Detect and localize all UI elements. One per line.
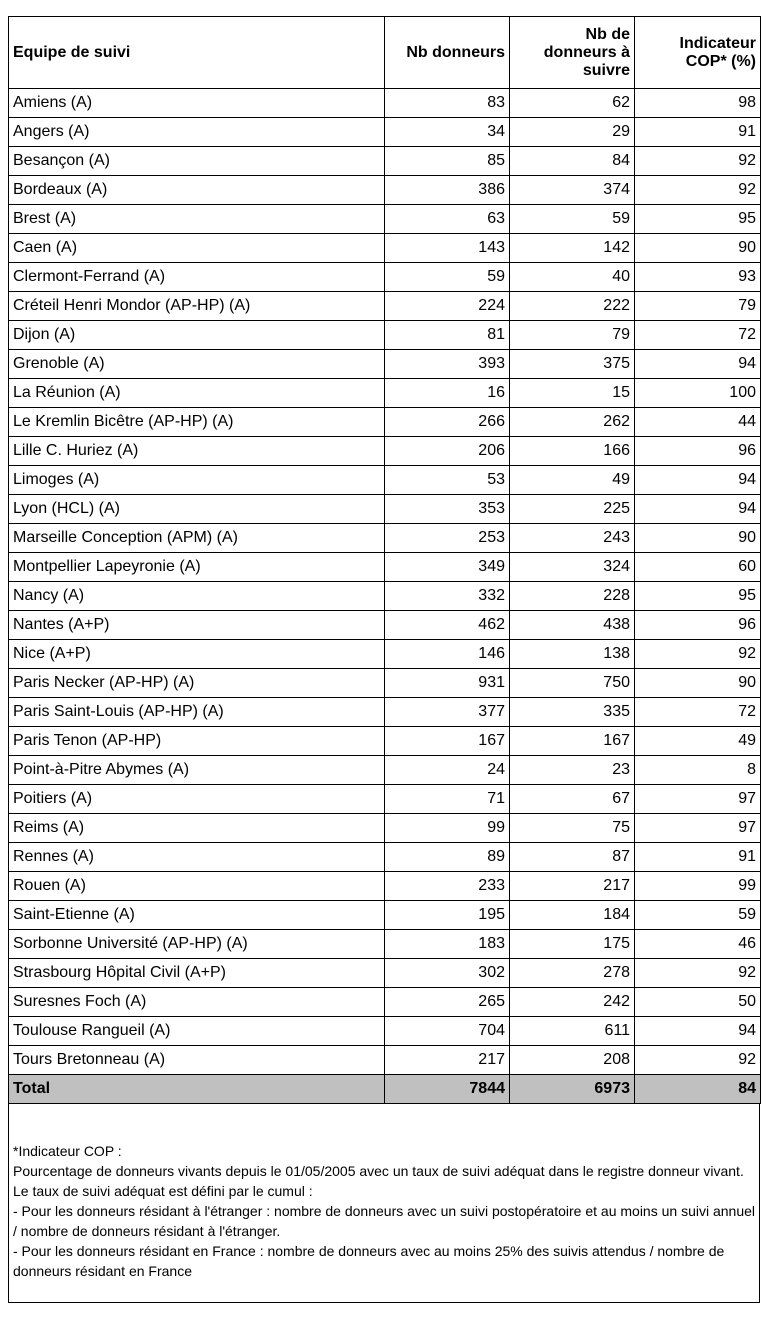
cell-equipe[interactable]: Paris Tenon (AP-HP) <box>9 727 385 756</box>
cell-indicateur[interactable]: 98 <box>635 89 761 118</box>
cell-nb-donneurs[interactable]: 59 <box>385 263 510 292</box>
cell-nb-a-suivre[interactable]: 75 <box>510 814 635 843</box>
cell-nb-donneurs[interactable]: 462 <box>385 611 510 640</box>
table-row <box>9 843 761 872</box>
cell-nb-donneurs[interactable]: 931 <box>385 669 510 698</box>
cell-equipe[interactable]: Marseille Conception (APM) (A) <box>9 524 385 553</box>
cell-nb-a-suivre[interactable]: 750 <box>510 669 635 698</box>
table-row <box>9 118 761 147</box>
cell-equipe[interactable]: Saint-Etienne (A) <box>9 901 385 930</box>
cell-equipe[interactable]: Le Kremlin Bicêtre (AP-HP) (A) <box>9 408 385 437</box>
cell-nb-donneurs[interactable]: 253 <box>385 524 510 553</box>
cell-equipe[interactable]: Créteil Henri Mondor (AP-HP) (A) <box>9 292 385 321</box>
cell-indicateur[interactable]: 50 <box>635 988 761 1017</box>
cell-equipe[interactable]: Angers (A) <box>9 118 385 147</box>
cell-nb-a-suivre[interactable]: 335 <box>510 698 635 727</box>
table-row <box>9 988 761 1017</box>
cell-equipe[interactable]: La Réunion (A) <box>9 379 385 408</box>
cell-nb-a-suivre[interactable]: 262 <box>510 408 635 437</box>
cell-nb-a-suivre[interactable]: 166 <box>510 437 635 466</box>
table-row <box>9 176 761 205</box>
table-row <box>9 1046 761 1075</box>
cell-equipe[interactable]: Reims (A) <box>9 814 385 843</box>
cell-indicateur[interactable]: 94 <box>635 495 761 524</box>
cell-nb-donneurs[interactable]: 63 <box>385 205 510 234</box>
cell-indicateur[interactable]: 93 <box>635 263 761 292</box>
cell-nb-a-suivre[interactable]: 438 <box>510 611 635 640</box>
cell-nb-donneurs[interactable]: 99 <box>385 814 510 843</box>
cell-nb-donneurs[interactable]: 349 <box>385 553 510 582</box>
cell-nb-donneurs[interactable]: 386 <box>385 176 510 205</box>
cell-nb-a-suivre[interactable]: 242 <box>510 988 635 1017</box>
table-row <box>9 1017 761 1046</box>
table-row <box>9 350 761 379</box>
cell-nb-a-suivre[interactable]: 59 <box>510 205 635 234</box>
cell-equipe[interactable]: Nantes (A+P) <box>9 611 385 640</box>
cell-equipe[interactable]: Strasbourg Hôpital Civil (A+P) <box>9 959 385 988</box>
cell-nb-a-suivre[interactable]: 15 <box>510 379 635 408</box>
table-row <box>9 553 761 582</box>
cell-nb-donneurs[interactable]: 34 <box>385 118 510 147</box>
header-nb-donneurs[interactable]: Nb donneurs <box>385 17 510 89</box>
cell-indicateur[interactable]: 96 <box>635 437 761 466</box>
table-row <box>9 698 761 727</box>
cell-indicateur[interactable]: 92 <box>635 640 761 669</box>
table-row <box>9 611 761 640</box>
cell-nb-donneurs[interactable]: 85 <box>385 147 510 176</box>
cell-equipe[interactable]: Paris Saint-Louis (AP-HP) (A) <box>9 698 385 727</box>
cell-equipe[interactable]: Rennes (A) <box>9 843 385 872</box>
cell-nb-donneurs[interactable]: 266 <box>385 408 510 437</box>
cell-nb-a-suivre[interactable]: 167 <box>510 727 635 756</box>
cell-nb-a-suivre[interactable]: 23 <box>510 756 635 785</box>
table-row <box>9 930 761 959</box>
cell-indicateur[interactable]: 92 <box>635 959 761 988</box>
cell-indicateur[interactable]: 91 <box>635 118 761 147</box>
total-nb-a-suivre[interactable]: 6973 <box>510 1075 635 1104</box>
cell-equipe[interactable]: Paris Necker (AP-HP) (A) <box>9 669 385 698</box>
cell-equipe[interactable]: Bordeaux (A) <box>9 176 385 205</box>
table-row <box>9 524 761 553</box>
cell-indicateur[interactable]: 99 <box>635 872 761 901</box>
table-row <box>9 756 761 785</box>
header-nb-a-suivre[interactable]: Nb de donneurs à suivre <box>510 17 635 89</box>
cell-nb-a-suivre[interactable]: 324 <box>510 553 635 582</box>
cell-nb-donneurs[interactable]: 81 <box>385 321 510 350</box>
cell-equipe[interactable]: Limoges (A) <box>9 466 385 495</box>
cell-nb-donneurs[interactable]: 71 <box>385 785 510 814</box>
cell-nb-donneurs[interactable]: 195 <box>385 901 510 930</box>
cell-nb-a-suivre[interactable]: 79 <box>510 321 635 350</box>
cell-indicateur[interactable]: 95 <box>635 582 761 611</box>
cell-indicateur[interactable]: 92 <box>635 1046 761 1075</box>
total-nb-donneurs[interactable]: 7844 <box>385 1075 510 1104</box>
table-row <box>9 727 761 756</box>
cell-nb-donneurs[interactable]: 265 <box>385 988 510 1017</box>
cell-indicateur[interactable]: 100 <box>635 379 761 408</box>
cell-indicateur[interactable]: 49 <box>635 727 761 756</box>
header-equipe[interactable]: Equipe de suivi <box>9 17 385 89</box>
cell-equipe[interactable]: Brest (A) <box>9 205 385 234</box>
cell-nb-donneurs[interactable]: 183 <box>385 930 510 959</box>
total-row <box>9 1075 761 1104</box>
cell-nb-a-suivre[interactable]: 29 <box>510 118 635 147</box>
cell-indicateur[interactable]: 59 <box>635 901 761 930</box>
cell-indicateur[interactable]: 91 <box>635 843 761 872</box>
footnote-cell[interactable] <box>8 1104 760 1303</box>
table-row <box>9 437 761 466</box>
cell-nb-donneurs[interactable]: 83 <box>385 89 510 118</box>
cell-nb-a-suivre[interactable]: 208 <box>510 1046 635 1075</box>
total-label[interactable]: Total <box>9 1075 385 1104</box>
header-indicateur[interactable]: Indicateur COP* (%) <box>635 17 761 89</box>
table-row <box>9 495 761 524</box>
cell-nb-a-suivre[interactable]: 49 <box>510 466 635 495</box>
cell-nb-a-suivre[interactable]: 84 <box>510 147 635 176</box>
cell-nb-a-suivre[interactable]: 611 <box>510 1017 635 1046</box>
cell-nb-a-suivre[interactable]: 278 <box>510 959 635 988</box>
cell-nb-a-suivre[interactable]: 375 <box>510 350 635 379</box>
footnote-title: *Indicateur COP : <box>13 1143 122 1159</box>
cell-indicateur[interactable]: 94 <box>635 1017 761 1046</box>
cell-nb-donneurs[interactable]: 332 <box>385 582 510 611</box>
table-row <box>9 263 761 292</box>
cell-nb-a-suivre[interactable]: 138 <box>510 640 635 669</box>
cell-equipe[interactable]: Sorbonne Université (AP-HP) (A) <box>9 930 385 959</box>
table-row <box>9 292 761 321</box>
cell-indicateur[interactable]: 8 <box>635 756 761 785</box>
cell-nb-donneurs[interactable]: 167 <box>385 727 510 756</box>
cell-equipe[interactable]: Nice (A+P) <box>9 640 385 669</box>
cell-indicateur[interactable]: 92 <box>635 147 761 176</box>
cell-indicateur[interactable]: 90 <box>635 524 761 553</box>
cell-equipe[interactable]: Tours Bretonneau (A) <box>9 1046 385 1075</box>
cell-nb-donneurs[interactable]: 233 <box>385 872 510 901</box>
cell-nb-donneurs[interactable]: 704 <box>385 1017 510 1046</box>
cell-nb-a-suivre[interactable]: 222 <box>510 292 635 321</box>
cell-indicateur[interactable]: 60 <box>635 553 761 582</box>
table-row <box>9 669 761 698</box>
table-row <box>9 872 761 901</box>
cell-indicateur[interactable]: 94 <box>635 350 761 379</box>
cell-indicateur[interactable]: 90 <box>635 669 761 698</box>
cell-equipe[interactable]: Nancy (A) <box>9 582 385 611</box>
cell-indicateur[interactable]: 72 <box>635 321 761 350</box>
table-row <box>9 205 761 234</box>
cell-nb-donneurs[interactable]: 353 <box>385 495 510 524</box>
cell-equipe[interactable]: Rouen (A) <box>9 872 385 901</box>
cell-nb-a-suivre[interactable]: 175 <box>510 930 635 959</box>
cell-equipe[interactable]: Caen (A) <box>9 234 385 263</box>
total-indicateur[interactable]: 84 <box>635 1075 761 1104</box>
cell-equipe[interactable]: Poitiers (A) <box>9 785 385 814</box>
cell-indicateur[interactable]: 92 <box>635 176 761 205</box>
table-row <box>9 321 761 350</box>
cell-nb-a-suivre[interactable]: 184 <box>510 901 635 930</box>
cell-indicateur[interactable]: 97 <box>635 785 761 814</box>
cell-indicateur[interactable]: 96 <box>635 611 761 640</box>
cell-equipe[interactable]: Point-à-Pitre Abymes (A) <box>9 756 385 785</box>
cell-nb-a-suivre[interactable]: 243 <box>510 524 635 553</box>
cell-indicateur[interactable]: 72 <box>635 698 761 727</box>
table-row <box>9 785 761 814</box>
cell-indicateur[interactable]: 46 <box>635 930 761 959</box>
footnote-definition: Pourcentage de donneurs vivants depuis le 01/05/2005 avec un taux de suivi adéquat dans le registre donneur vivant. <box>13 1163 744 1179</box>
table-row <box>9 466 761 495</box>
table-row <box>9 814 761 843</box>
table-row <box>9 959 761 988</box>
footnote-abroad: - Pour les donneurs résidant à l'étranger : nombre de donneurs avec un suivi postopératoire et au moins un suivi annuel / nombre de donneurs résidant à l'étranger. <box>13 1203 755 1239</box>
table-row <box>9 379 761 408</box>
cell-nb-donneurs[interactable]: 53 <box>385 466 510 495</box>
table-row <box>9 408 761 437</box>
cell-nb-a-suivre[interactable]: 87 <box>510 843 635 872</box>
cell-nb-a-suivre[interactable]: 225 <box>510 495 635 524</box>
cell-nb-donneurs[interactable]: 224 <box>385 292 510 321</box>
cell-equipe[interactable]: Clermont-Ferrand (A) <box>9 263 385 292</box>
cell-indicateur[interactable]: 95 <box>635 205 761 234</box>
cell-nb-a-suivre[interactable]: 67 <box>510 785 635 814</box>
table-row <box>9 89 761 118</box>
cell-nb-a-suivre[interactable]: 62 <box>510 89 635 118</box>
table-row <box>9 147 761 176</box>
cell-nb-donneurs[interactable]: 377 <box>385 698 510 727</box>
cell-equipe[interactable]: Toulouse Rangueil (A) <box>9 1017 385 1046</box>
table-row <box>9 582 761 611</box>
donor-followup-table <box>8 16 761 1104</box>
table-row <box>9 234 761 263</box>
cell-nb-donneurs[interactable]: 217 <box>385 1046 510 1075</box>
table-row <box>9 901 761 930</box>
cell-equipe[interactable]: Dijon (A) <box>9 321 385 350</box>
header-row <box>9 17 761 89</box>
cell-indicateur[interactable]: 79 <box>635 292 761 321</box>
cell-equipe[interactable]: Amiens (A) <box>9 89 385 118</box>
spreadsheet-sheet <box>8 16 760 1303</box>
cell-nb-donneurs[interactable]: 206 <box>385 437 510 466</box>
cell-equipe[interactable]: Montpellier Lapeyronie (A) <box>9 553 385 582</box>
cell-equipe[interactable]: Lille C. Huriez (A) <box>9 437 385 466</box>
footnote-cumul: Le taux de suivi adéquat est défini par le cumul : <box>13 1183 313 1199</box>
cell-nb-donneurs[interactable]: 16 <box>385 379 510 408</box>
cell-indicateur[interactable]: 97 <box>635 814 761 843</box>
cell-nb-a-suivre[interactable]: 40 <box>510 263 635 292</box>
footnote-france: - Pour les donneurs résidant en France : nombre de donneurs avec au moins 25% des suivis attendus / nombre de donneurs résidant en France <box>13 1243 725 1279</box>
cell-nb-donneurs[interactable]: 393 <box>385 350 510 379</box>
cell-nb-a-suivre[interactable]: 374 <box>510 176 635 205</box>
cell-nb-donneurs[interactable]: 143 <box>385 234 510 263</box>
table-body <box>9 89 761 1075</box>
cell-nb-a-suivre[interactable]: 217 <box>510 872 635 901</box>
cell-indicateur[interactable]: 90 <box>635 234 761 263</box>
cell-equipe[interactable]: Besançon (A) <box>9 147 385 176</box>
cell-equipe[interactable]: Lyon (HCL) (A) <box>9 495 385 524</box>
table-row <box>9 640 761 669</box>
cell-equipe[interactable]: Suresnes Foch (A) <box>9 988 385 1017</box>
footnote-spacer <box>13 1104 755 1141</box>
cell-nb-donneurs[interactable]: 89 <box>385 843 510 872</box>
cell-equipe[interactable]: Grenoble (A) <box>9 350 385 379</box>
cell-indicateur[interactable]: 44 <box>635 408 761 437</box>
cell-nb-a-suivre[interactable]: 142 <box>510 234 635 263</box>
cell-nb-donneurs[interactable]: 302 <box>385 959 510 988</box>
cell-nb-donneurs[interactable]: 24 <box>385 756 510 785</box>
cell-indicateur[interactable]: 94 <box>635 466 761 495</box>
cell-nb-donneurs[interactable]: 146 <box>385 640 510 669</box>
cell-nb-a-suivre[interactable]: 228 <box>510 582 635 611</box>
